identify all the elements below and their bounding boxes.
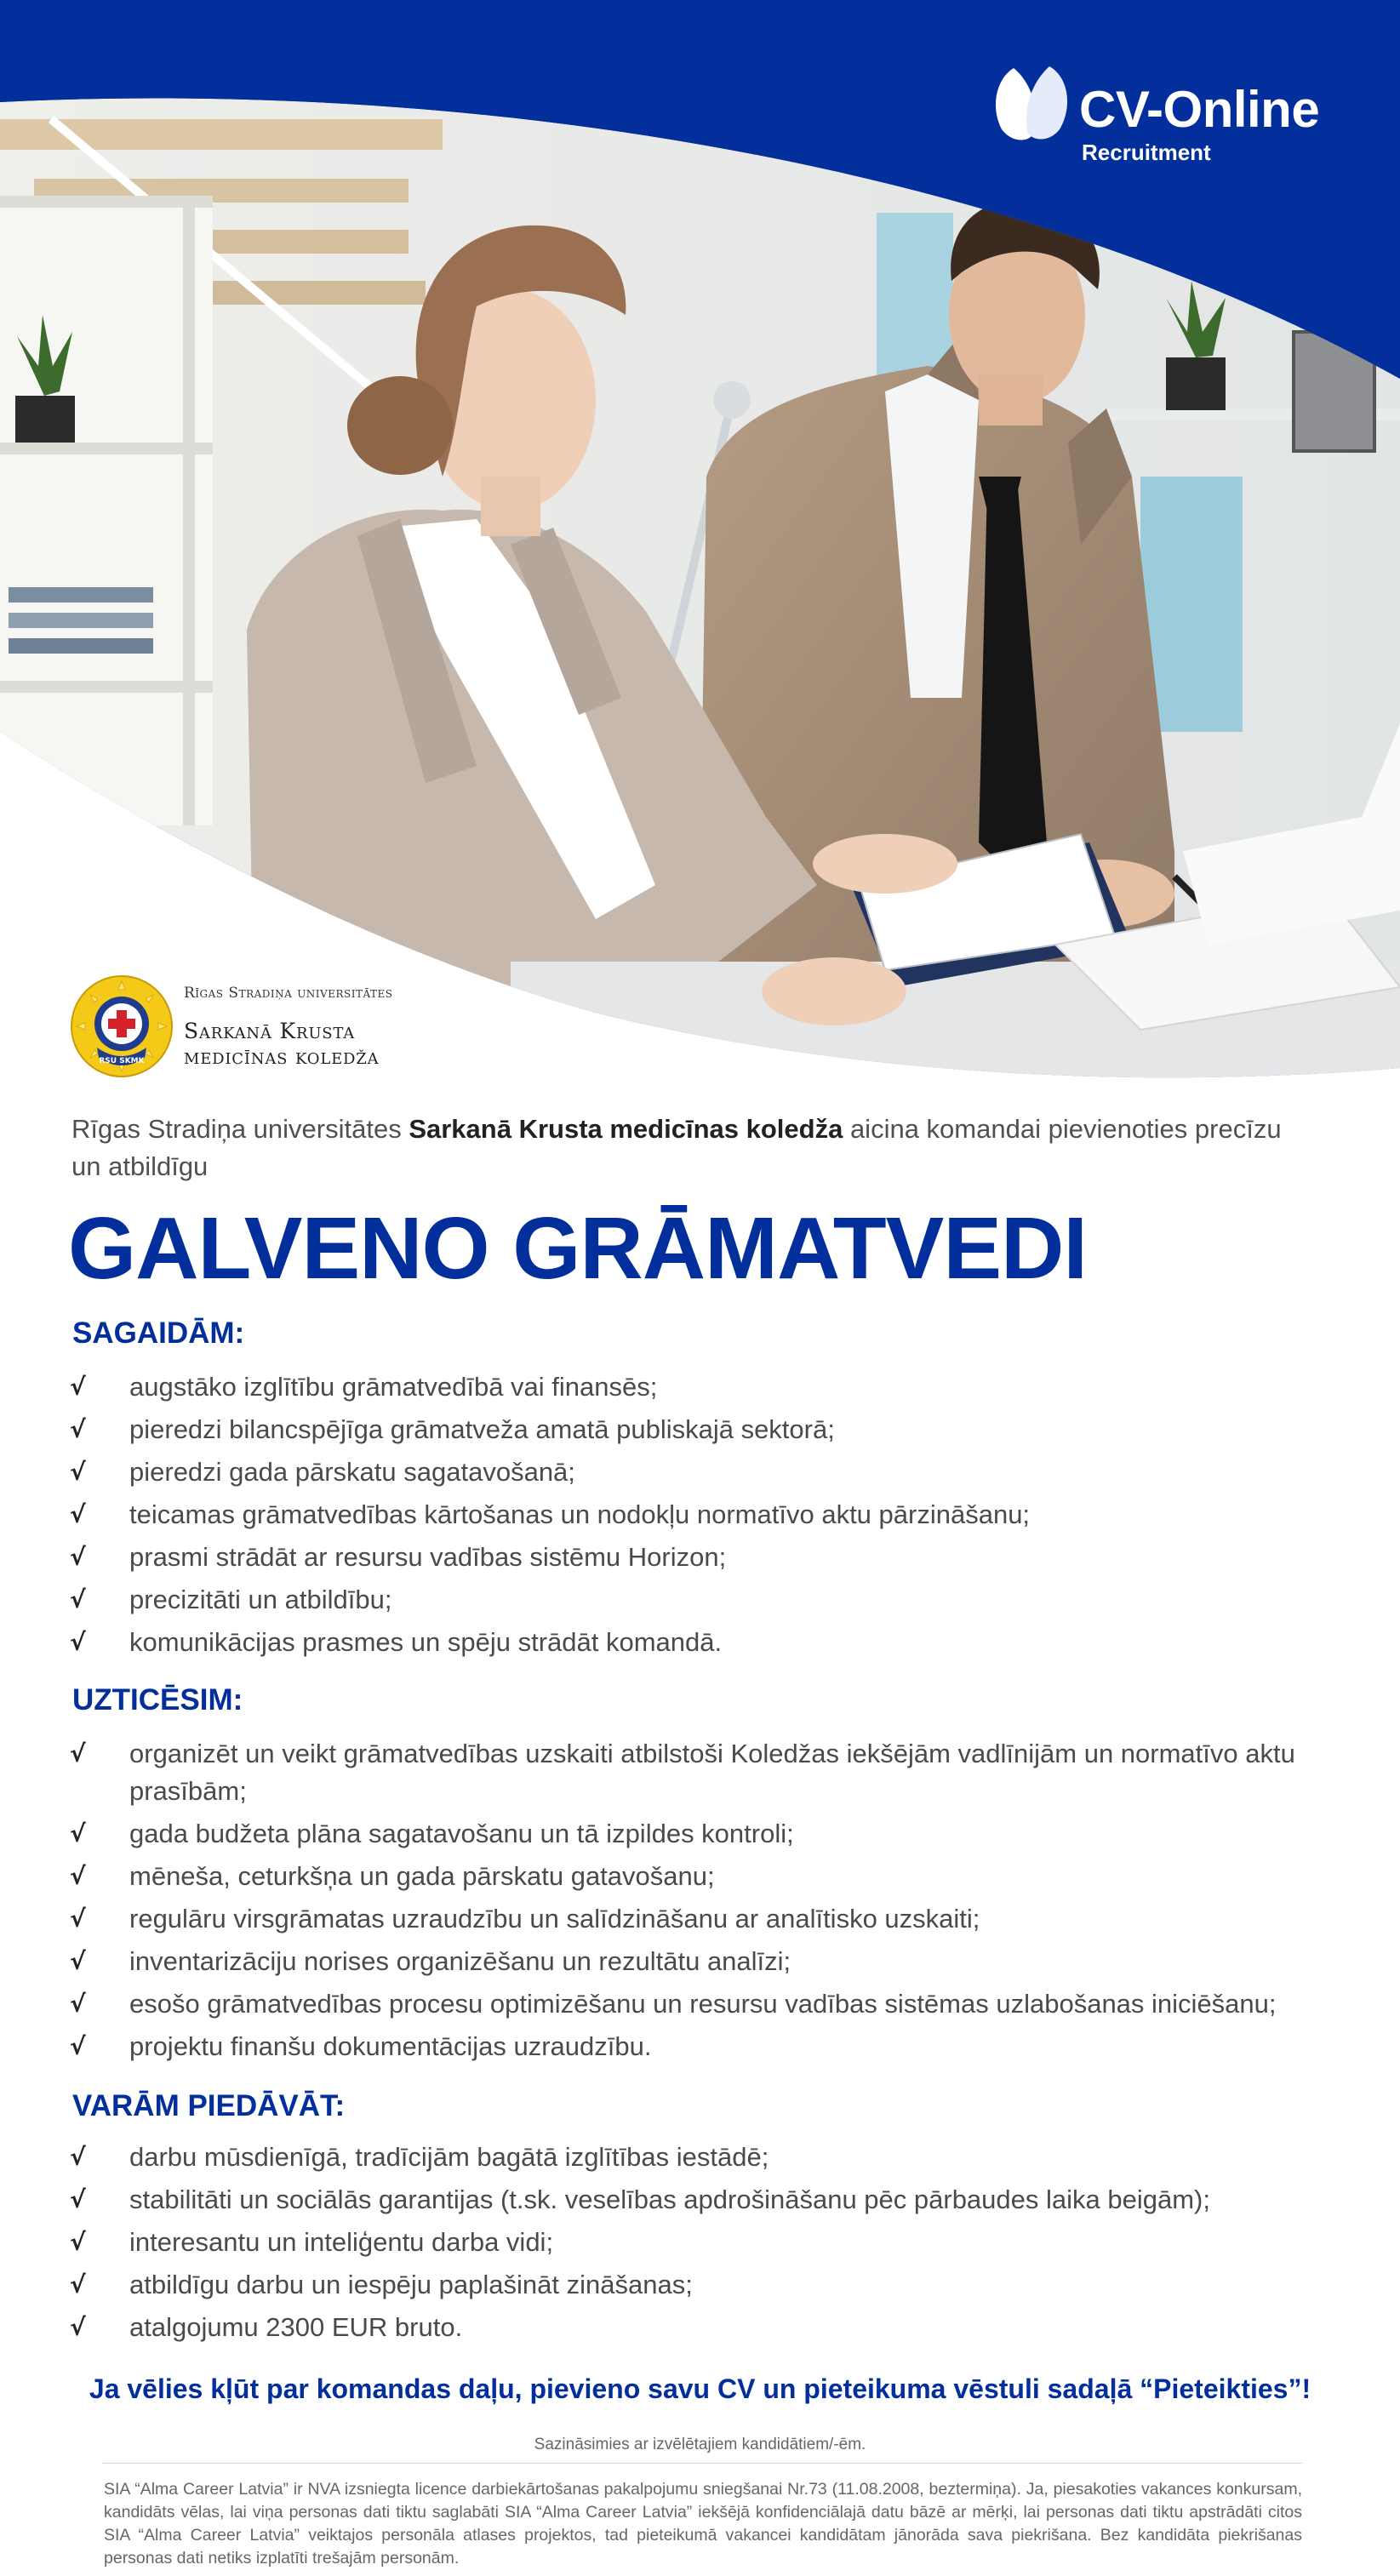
list-item-text: darbu mūsdienīgā, tradīcijām bagātā izglītības iestādē; (129, 2142, 769, 2172)
list-item (70, 1536, 1380, 1579)
list-item (70, 1735, 1380, 1810)
check-icon: √ (70, 2032, 86, 2060)
list-item (70, 1815, 1380, 1853)
check-icon: √ (70, 1585, 86, 1614)
offer-list (70, 2136, 1380, 2349)
list-item-text: augstāko izglītību grāmatvedībā vai finansēs; (129, 1372, 658, 1402)
list-item-text: organizēt un veikt grāmatvedības uzskaiti atbilstoši Koledžas iekšējām vadlīnijām un normatīvo aktu prasībām; (129, 1739, 1295, 1806)
list-item-text: atalgojumu 2300 EUR bruto. (129, 2312, 463, 2342)
check-icon: √ (70, 1500, 86, 1528)
check-icon: √ (70, 2143, 86, 2171)
list-item-text: prasmi strādāt ar resursu vadības sistēmu Horizon; (129, 1542, 727, 1572)
list-item (70, 1858, 1380, 1895)
check-icon: √ (70, 1819, 86, 1848)
list-item-text: pieredzi gada pārskatu sagatavošanā; (129, 1457, 575, 1487)
intro-text-end: aicina komandai pievienoties precīzu un atbildīgu (71, 1114, 1282, 1181)
brand-subtitle: Recruitment (1082, 140, 1211, 165)
brand-name: CV-Online (1079, 81, 1320, 138)
college-name-line1: Sarkanā Krusta (184, 1019, 356, 1043)
intro-college-name: Sarkanā Krusta medicīnas koledža (409, 1114, 843, 1144)
check-icon: √ (70, 1373, 86, 1401)
cv-online-logo[interactable] (990, 60, 1347, 179)
list-item (70, 1985, 1380, 2023)
check-icon: √ (70, 1628, 86, 1656)
check-icon: √ (70, 2313, 86, 2341)
check-icon: √ (70, 1905, 86, 1933)
job-title: GALVENO GRĀMATVEDI (68, 1199, 1088, 1297)
college-university-name: Rīgas Stradiņa universitātes (184, 985, 393, 1002)
list-item (70, 1451, 1380, 1494)
list-item (70, 2264, 1380, 2306)
cv-online-leaf-icon (990, 60, 1075, 145)
list-item (70, 1900, 1380, 1938)
check-icon: √ (70, 1947, 86, 1975)
requirements-title: SAGAIDĀM: (72, 1317, 245, 1350)
check-icon: √ (70, 2228, 86, 2256)
list-item-text: esošo grāmatvedības procesu optimizēšanu un resursu vadības sistēmas uzlabošanas iniciēšanu; (129, 1989, 1277, 2019)
check-icon: √ (70, 2185, 86, 2213)
contact-note: Sazināsimies ar izvēlētajiem kandidātiem/-ēm. (534, 2436, 866, 2453)
list-item (70, 2179, 1380, 2221)
list-item (70, 2221, 1380, 2264)
list-item-text: inventarizāciju norises organizēšanu un rezultātu analīzi; (129, 1946, 791, 1976)
college-emblem-icon (70, 974, 174, 1078)
list-item (70, 1494, 1380, 1536)
footer-divider (102, 2463, 1302, 2464)
list-item-text: teicamas grāmatvedības kārtošanas un nodokļu normatīvo aktu pārzināšanu; (129, 1499, 1031, 1529)
check-icon: √ (70, 1458, 86, 1486)
check-icon: √ (70, 1415, 86, 1443)
list-item (70, 2306, 1380, 2349)
check-icon: √ (70, 2270, 86, 2299)
list-item-text: interesantu un inteliģentu darba vidi; (129, 2227, 554, 2257)
list-item (70, 1579, 1380, 1621)
check-icon: √ (70, 1739, 86, 1768)
list-item (70, 1408, 1380, 1451)
duties-list (70, 1735, 1380, 2071)
duties-title: UZTICĒSIM: (72, 1683, 243, 1716)
college-logo (70, 974, 580, 1081)
hero-banner (0, 0, 1400, 1089)
list-item-text: atbildīgu darbu un iespēju paplašināt zināšanas; (129, 2270, 693, 2299)
offer-title: VARĀM PIEDĀVĀT: (72, 2089, 346, 2122)
list-item-text: projektu finanšu dokumentācijas uzraudzību. (129, 2031, 652, 2061)
list-item-text: gada budžeta plāna sagatavošanu un tā izpildes kontroli; (129, 1819, 794, 1848)
check-icon: √ (70, 1990, 86, 2018)
list-item-text: pieredzi bilancspējīga grāmatveža amatā publiskajā sektorā; (129, 1414, 835, 1444)
list-item-text: regulāru virsgrāmatas uzraudzību un salīdzināšanu ar analītisko uzskaiti; (129, 1904, 980, 1933)
list-item (70, 2028, 1380, 2065)
college-emblem-text: RSU SKMK (99, 1057, 145, 1065)
list-item (70, 1621, 1380, 1664)
requirements-list (70, 1366, 1380, 1664)
list-item (70, 1366, 1380, 1408)
intro-paragraph (71, 1111, 1306, 1185)
list-item-text: mēneša, ceturkšņa un gada pārskatu gatavošanu; (129, 1861, 715, 1891)
list-item (70, 2136, 1380, 2179)
intro-text-start: Rīgas Stradiņa universitātes (71, 1114, 409, 1144)
list-item-text: komunikācijas prasmes un spēju strādāt komandā. (129, 1627, 723, 1657)
check-icon: √ (70, 1862, 86, 1890)
list-item-text: precizitāti un atbildību; (129, 1585, 392, 1614)
legal-notice: SIA “Alma Career Latvia” ir NVA izsniegta licence darbiekārtošanas pakalpojumu sniegšanai Nr.73 (11.08.2008, beztermiņa). Ja, piesakoties vakances konkursam, kandidāts vēlas, lai viņa personas dati tiktu saglabāti SIA “Alma Career Latvia” iekšējā konfidenciālajā datu bāzē ar mērķi, lai personas dati tiktu apstrādāti citos SIA “Alma Career Latvia” veiktajos personāla atlases projektos, tad pieteikumā vakancei kandidātam jānorāda sava piekrišana. Bez kandidāta piekrišanas personas dati netiks izplatīti trešajām personām. (104, 2480, 1302, 2567)
call-to-action: Ja vēlies kļūt par komandas daļu, pievieno savu CV un pieteikuma vēstuli sadaļā “Pieteikties”! (89, 2373, 1311, 2404)
check-icon: √ (70, 1543, 86, 1571)
list-item (70, 1943, 1380, 1980)
list-item-text: stabilitāti un sociālās garantijas (t.sk. veselības apdrošināšanu pēc pārbaudes laika beigām); (129, 2185, 1210, 2214)
college-name-line2: medicīnas koledža (184, 1044, 380, 1069)
